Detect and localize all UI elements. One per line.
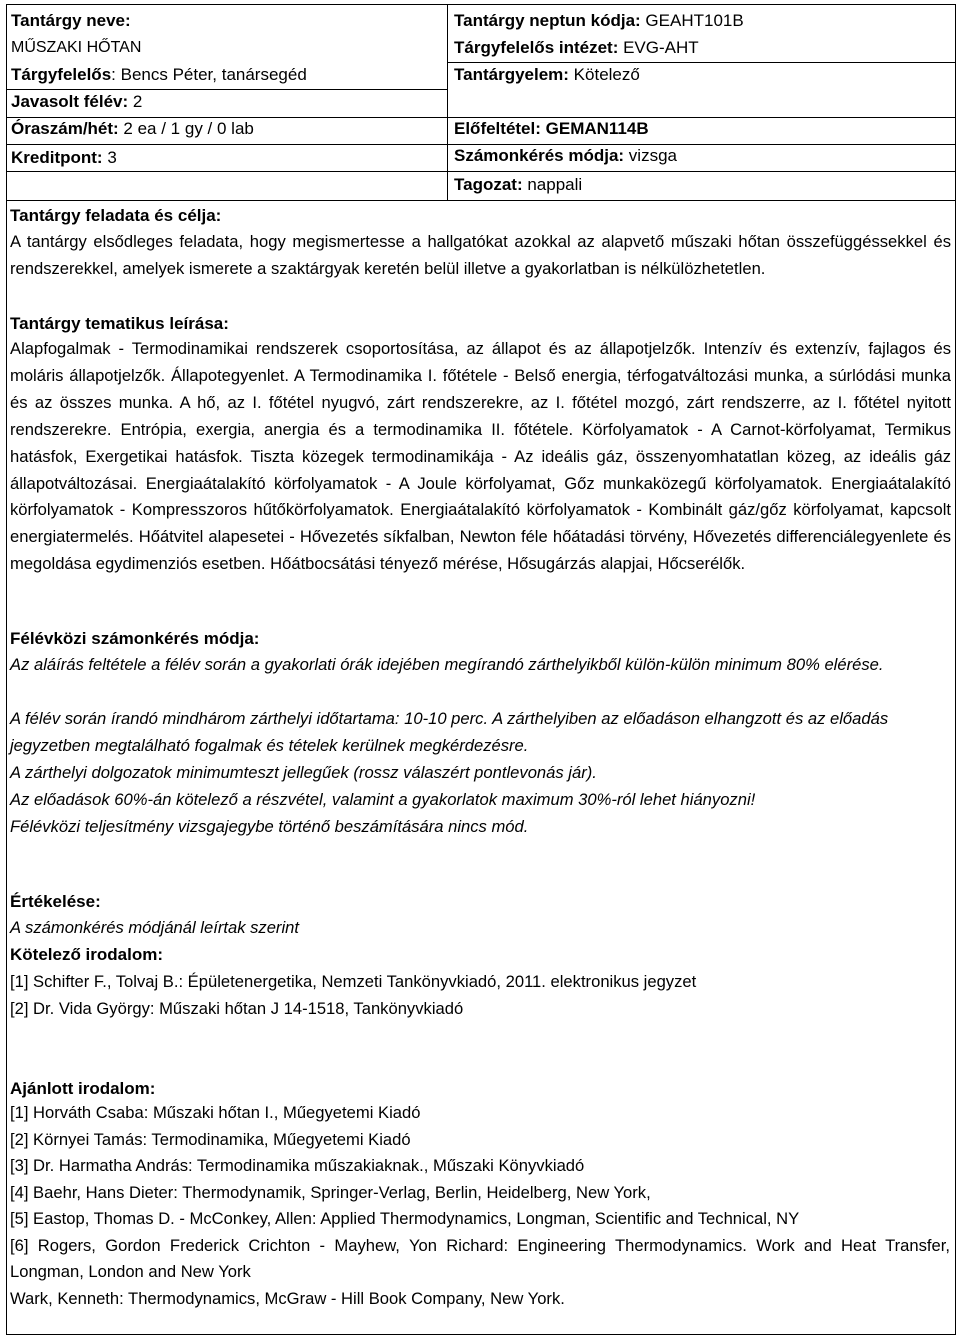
exam-value: vizsga xyxy=(624,146,677,165)
exam-row xyxy=(454,142,949,169)
section-row xyxy=(454,171,949,198)
institute-value: EVG-AHT xyxy=(618,38,699,57)
goal-text: A tantárgy elsődleges feladata, hogy megismertesse a hallgatókat azokkal az alapvető műszaki hőtan összefüggéssekkel és rendszerekkel, amelyek ismerete a szaktárgyak keretén belül illetve a gyakorlatban is nélkülözhetetlen. xyxy=(10,232,951,278)
midterm-p3: A zárthelyi dolgozatok minimumteszt jellegűek (rossz válaszért pontlevonás jár). xyxy=(10,763,597,782)
topics-title: Tantárgy tematikus leírása: xyxy=(10,314,229,333)
recommended-lit-list xyxy=(10,1100,950,1312)
exam-label: Számonkérés módja: xyxy=(454,146,625,165)
recommended-lit-item: [5] Eastop, Thomas D. - McConkey, Allen: Applied Thermodynamics, Longman, Scientific and Technical, NY xyxy=(10,1209,800,1228)
element-label: Tantárgyelem: xyxy=(454,65,569,84)
header-right xyxy=(454,7,949,198)
required-lit-title: Kötelező irodalom: xyxy=(10,945,164,964)
course-sheet xyxy=(6,4,956,1335)
required-lit-item: [1] Schifter F., Tolvaj B.: Épületenergetika, Nemzeti Tankönyvkiadó, 2011. elektronikus jegyzet xyxy=(10,972,697,991)
code-row xyxy=(454,7,949,34)
responsible-row xyxy=(11,61,443,88)
recommended-lit-item: [4] Baehr, Hans Dieter: Thermodynamik, Springer-Verlag, Berlin, Heidelberg, New York, xyxy=(10,1182,651,1202)
course-name-value: MŰSZAKI HŐTAN xyxy=(11,39,142,56)
required-lit-list xyxy=(10,969,696,1022)
institute-row xyxy=(454,34,949,61)
hours-value: 2 ea / 1 gy / 0 lab xyxy=(118,119,254,138)
recommended-lit-item: Wark, Kenneth: Thermodynamics, McGraw - Hill Book Company, New York. xyxy=(10,1288,565,1308)
divider-header-bottom xyxy=(7,200,955,201)
course-name-label: Tantárgy neve: xyxy=(11,11,131,30)
institute-label: Tárgyfelelős intézet: xyxy=(454,38,619,57)
credits-row xyxy=(11,144,443,171)
recommended-lit-item: [1] Horváth Csaba: Műszaki hőtan I., Műegyetemi Kiadó xyxy=(10,1103,421,1122)
recommended-lit-item: [2] Környei Tamás: Termodinamika, Műegyetemi Kiadó xyxy=(10,1129,411,1149)
credits-value: 3 xyxy=(102,148,117,167)
code-label: Tantárgy neptun kódja: xyxy=(454,11,641,30)
recommended-lit-item: [6] Rogers, Gordon Frederick Crichton - Mayhew, Yon Richard: Engineering Thermodynamics. Work and Heat Transfer, Longman, London and New York xyxy=(10,1235,950,1281)
midterm-p5: Félévközi teljesítmény vizsgajegybe történő beszámítására nincs mód. xyxy=(10,817,529,836)
midterm-p2: A félév során írandó mindhárom zárthelyi időtartama: 10-10 perc. A zárthelyiben az előadáson elhangzott és az előadás jegyzetben megtalálható fogalmak és tételek kerülnek megkérdezésre. xyxy=(10,709,889,755)
blank-row xyxy=(454,88,949,115)
recommended-lit-item: [3] Dr. Harmatha András: Termodinamika műszakiaknak., Műszaki Könyvkiadó xyxy=(10,1156,585,1175)
credits-label: Kreditpont: xyxy=(11,148,103,167)
semester-row xyxy=(11,88,443,115)
evaluation-title: Értékelése: xyxy=(10,892,101,911)
prereq-row xyxy=(454,115,949,142)
topics-text: Alapfogalmak - Termodinamikai rendszerek csoportosítása, az állapot és az állapotjelzők. Intenzív és extenzív, fajlagos és moláris állapotjelzők. Állapotegyenlet. A Termodinamika I. főtétele - Belső energia, térfogatváltozási munka, a súrlódási munka és az összes munka. A hő, az I. főtétel nyugvó, zárt rendszerekre, az I. főtétel mozgó, zárt rendszerre, az I. főtétel nyitott rendszerekre. Entrópia, exergia, anergia és a termodinamika II. főtétele. Körfolyamatok - A Carnot-körfolyamat, Termikus hatásfok, Exergetikai hatásfok. Tiszta közegek termodinamikája - Az ideális gáz, összenyomhatatlan közeg, az ideális gáz állapotváltozásai. Energiaátalakító körfolyamatok - A Joule körfolyamat, Gőz munkaközegű körfolyamatok. Energiaátalakító körfolyamatok - Kompresszoros hűtőkörfolyamatok. Energiaátalakító körfolyamatok - Kombinált gáz/gőz körfolyamat, kapcsolt energiatermelés. Hőátvitel alapesetei - Hővezetés síkfalban, Newton féle hőátadási törvény, Hővezetés differenciálegyenlete és megoldása egydimenziós esetben. Hőátbocsátási tényező mérése, Hősugárzás alapjai, Hőcserélők. xyxy=(10,339,951,574)
midterm-p4: Az előadások 60%-án kötelező a részvétel, valamint a gyakorlatok maximum 30%-ról lehet hiányozni! xyxy=(10,790,756,809)
hours-label: Óraszám/hét: xyxy=(11,119,119,138)
responsible-label: Tárgyfelelős xyxy=(11,65,112,84)
goal-title: Tantárgy feladata és célja: xyxy=(10,206,222,225)
header-left xyxy=(11,7,443,171)
code-value: GEAHT101B xyxy=(640,11,744,30)
midterm-p1: Az aláírás feltétele a félév során a gyakorlati órák idejében megírandó zárthelyikből külön-külön minimum 80% elérése. xyxy=(10,655,884,674)
prereq-label: Előfeltétel: xyxy=(454,119,541,138)
responsible-value: : Bencs Péter, tanársegéd xyxy=(111,65,307,84)
prereq-value: GEMAN114B xyxy=(540,119,649,138)
recommended-lit-title: Ajánlott irodalom: xyxy=(10,1079,156,1098)
semester-value: 2 xyxy=(128,92,143,111)
semester-label: Javasolt félév: xyxy=(11,92,129,111)
element-value: Kötelező xyxy=(568,65,640,84)
section-value: nappali xyxy=(522,175,583,194)
hours-row xyxy=(11,115,443,142)
section-label: Tagozat: xyxy=(454,175,523,194)
element-row xyxy=(454,61,949,88)
midterm-title: Félévközi számonkérés módja: xyxy=(10,629,260,648)
evaluation-text: A számonkérés módjánál leírtak szerint xyxy=(10,918,299,937)
divider-header-middle xyxy=(447,5,448,200)
required-lit-item: [2] Dr. Vida György: Műszaki hőtan J 14-1518, Tankönyvkiadó xyxy=(10,998,464,1018)
